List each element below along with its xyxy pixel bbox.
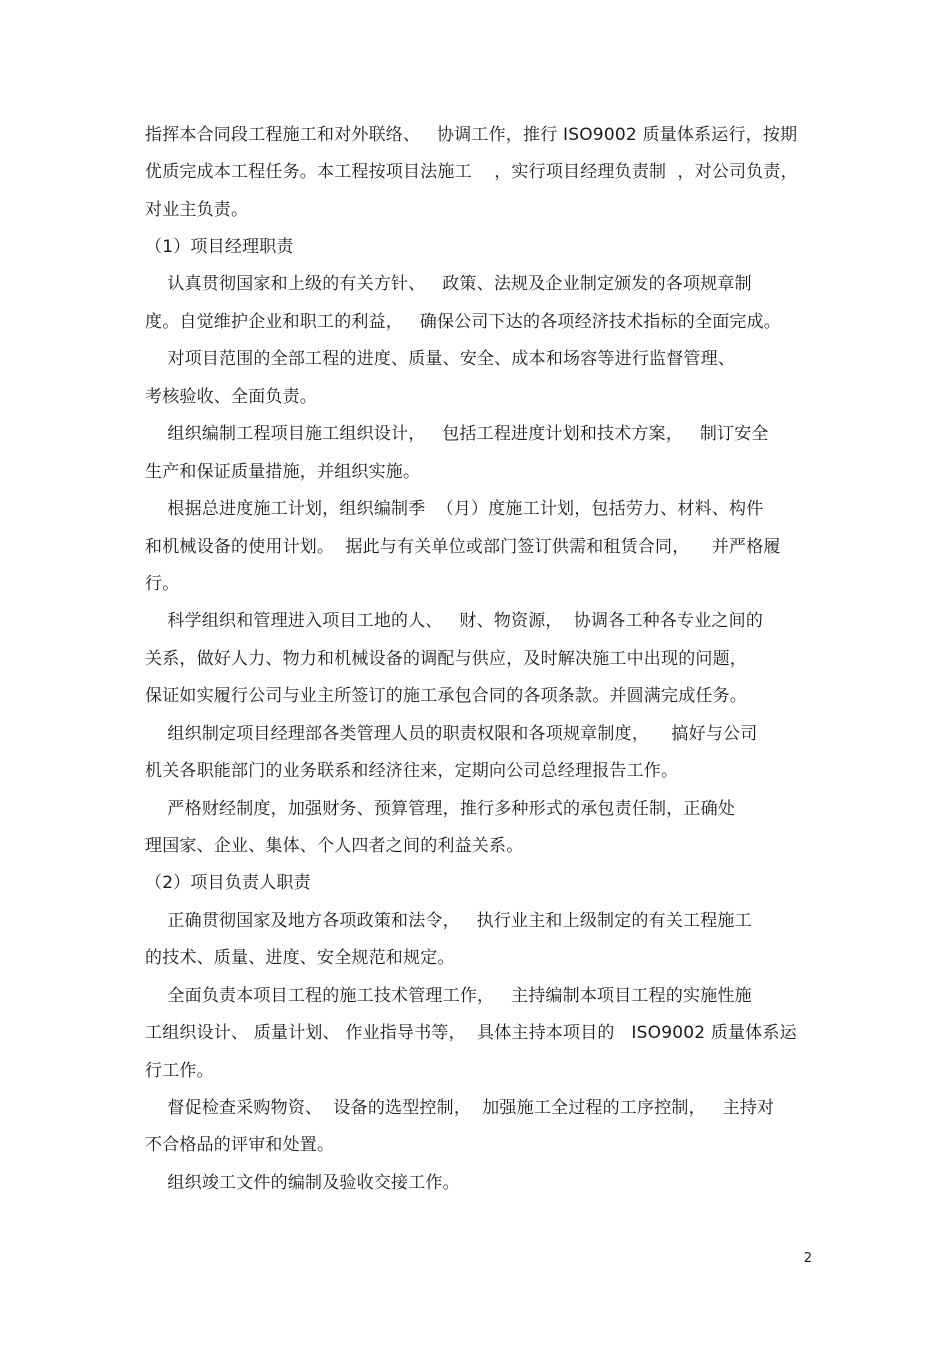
text-line: 优质完成本工程任务。本工程按项目法施工 ，实行项目经理负责制 ，对公司负责，: [145, 162, 798, 182]
text-line: 组织竣工文件的编制及验收交接工作。: [145, 1173, 460, 1193]
text-line: 考核验收、全面负责。: [145, 387, 317, 407]
text-line: 不合格品的评审和处置。: [145, 1135, 335, 1155]
text-line: 工组织设计、 质量计划、 作业指导书等， 具体主持本项目的 ISO9002 质量体系运: [145, 1023, 797, 1043]
section-heading: （1）项目经理职责: [145, 237, 294, 257]
text-line: 的技术、质量、进度、安全规范和规定。: [145, 948, 455, 968]
text-line: 认真贯彻国家和上级的有关方针、 政策、法规及企业制定颁发的各项规章制: [145, 274, 752, 294]
text-line: 严格财经制度，加强财务、预算管理，推行多种形式的承包责任制，正确处: [145, 799, 736, 819]
text-line: 理国家、企业、集体、个人四者之间的利益关系。: [145, 836, 524, 856]
text-line: 全面负责本项目工程的施工技术管理工作， 主持编制本项目工程的实施性施: [145, 986, 752, 1006]
text-line: 关系，做好人力、物力和机械设备的调配与供应，及时解决施工中出现的问题，: [145, 649, 747, 669]
text-line: 督促检查采购物资、 设备的选型控制， 加强施工全过程的工序控制， 主持对: [145, 1098, 775, 1118]
text-line: 根据总进度施工计划，组织编制季 （月）度施工计划，包括劳力、材料、构件: [145, 499, 764, 519]
section-heading: （2）项目负责人职责: [145, 873, 311, 893]
text-line: 对业主负责。: [145, 200, 249, 220]
text-line: 度。自觉维护企业和职工的利益， 确保公司下达的各项经济技术指标的全面完成。: [145, 312, 782, 332]
text-line: 行工作。: [145, 1061, 214, 1081]
text-line: 指挥本合同段工程施工和对外联络、 协调工作，推行 ISO9002 质量体系运行，按期: [145, 125, 798, 145]
text-line: 保证如实履行公司与业主所签订的施工承包合同的各项条款。并圆满完成任务。: [145, 686, 747, 706]
text-line: 和机械设备的使用计划。 据此与有关单位或部门签订供需和租赁合同， 并严格履: [145, 537, 781, 557]
text-line: 科学组织和管理进入项目工地的人、 财、物资源， 协调各工种各专业之间的: [145, 611, 764, 631]
text-line: 组织编制工程项目施工组织设计， 包括工程进度计划和技术方案， 制订安全: [145, 424, 769, 444]
text-line: 行。: [145, 574, 180, 594]
text-line: 正确贯彻国家及地方各项政策和法令， 执行业主和上级制定的有关工程施工: [145, 911, 752, 931]
page-number: 2: [803, 1251, 812, 1266]
text-line: 生产和保证质量措施，并组织实施。: [145, 462, 421, 482]
text-line: 组织制定项目经理部各类管理人员的职责权限和各项规章制度， 搞好与公司: [145, 724, 758, 744]
text-line: 对项目范围的全部工程的进度、质量、安全、成本和场容等进行监督管理、: [145, 349, 736, 369]
text-line: 机关各职能部门的业务联系和经济往来，定期向公司总经理报告工作。: [145, 761, 679, 781]
